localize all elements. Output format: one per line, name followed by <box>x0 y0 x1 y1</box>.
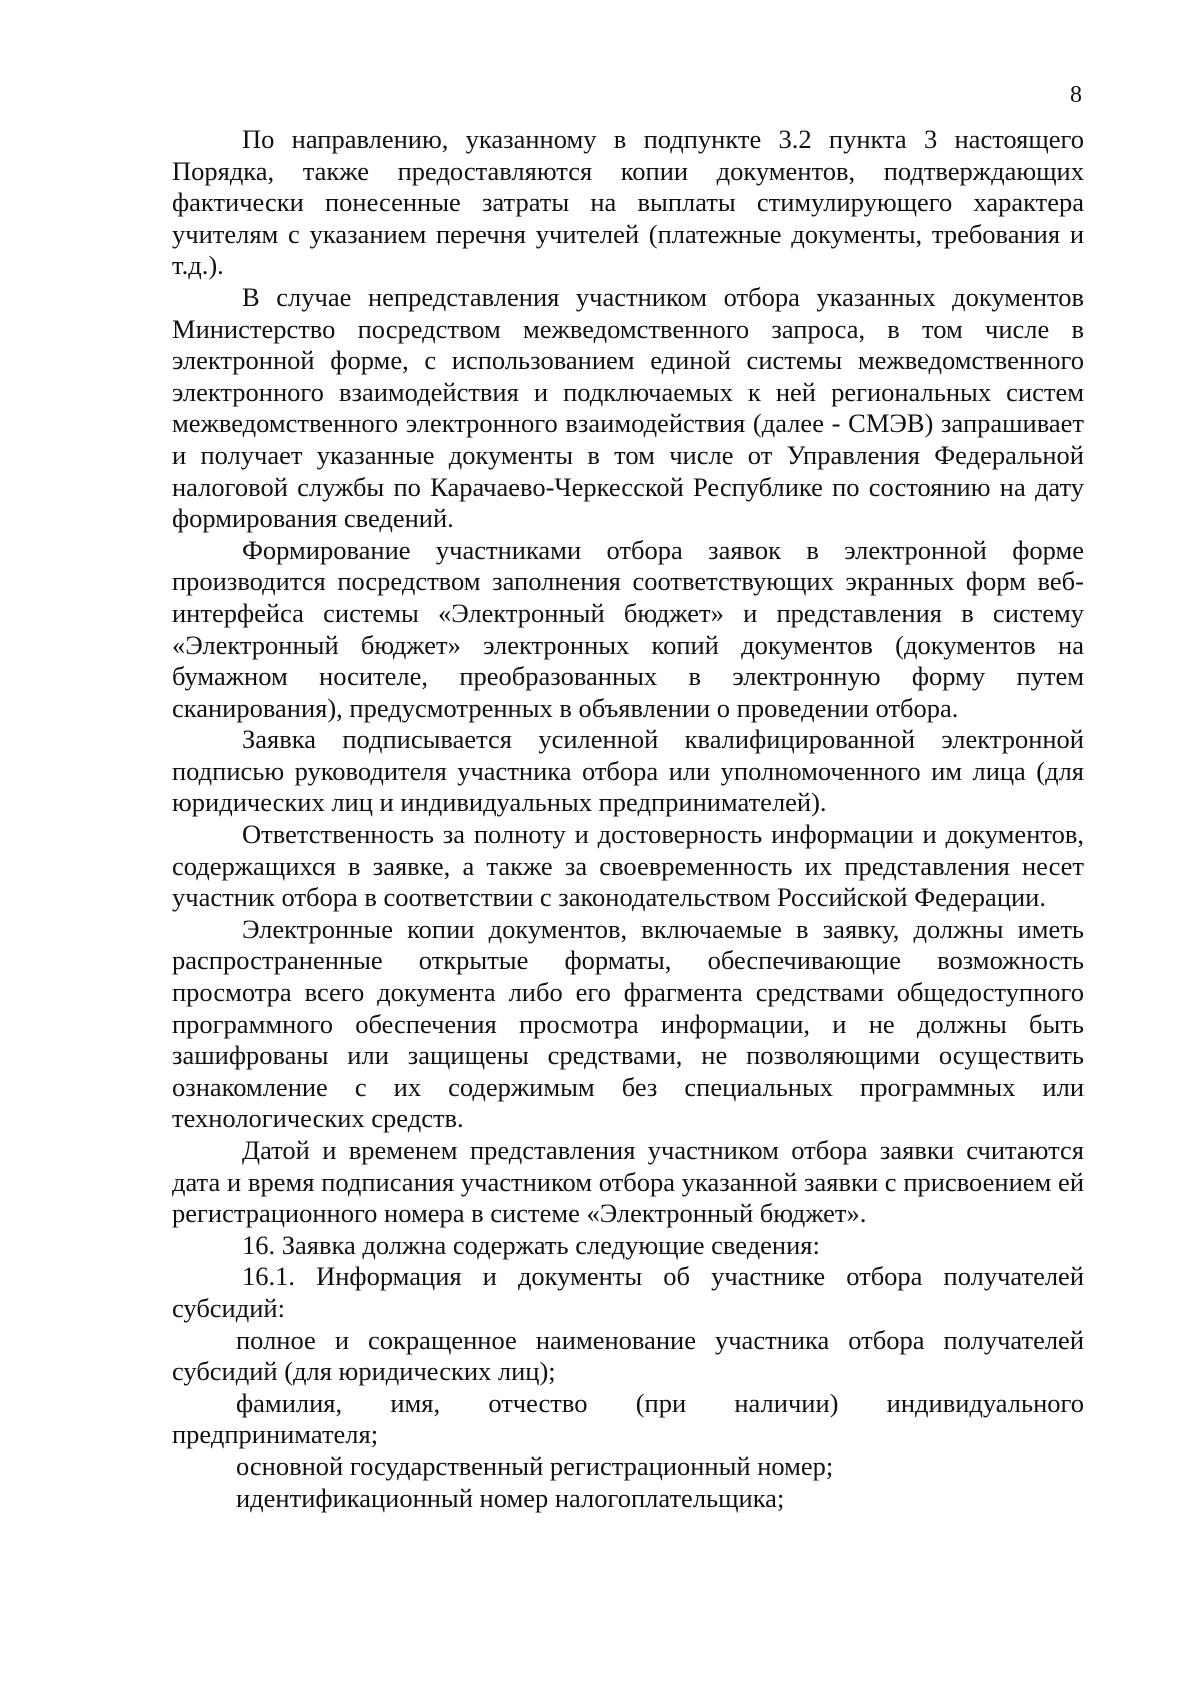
document-body <box>172 124 1084 1514</box>
page-number: 8 <box>1070 82 1082 108</box>
list-item: идентификационный номер налогоплательщика; <box>236 1482 785 1513</box>
paragraph: Электронные копии документов, включаемые в заявку, должны иметь распространенные открытые форматы, обеспечивающие возможность просмотра всего документа либо его фрагмента средствами общедоступного программного обеспечения просмотра информации, и не должны быть зашифрованы или защищены средствами, не позволяющими осуществить ознакомление с их содержимым без специальных программных или технологических средств. <box>172 913 1084 1134</box>
list-item: фамилия, имя, отчество (при наличии) индивидуального предпринимателя; <box>172 1387 1084 1450</box>
subsection-heading-16-1: 16.1. Информация и документы об участнике отбора получателей субсидий: <box>172 1261 1084 1323</box>
paragraph: Заявка подписывается усиленной квалифицированной электронной подписью руководителя участника отбора или уполномоченного им лица (для юридических лиц и индивидуальных предпринимателей). <box>172 724 1084 818</box>
paragraph: Датой и временем представления участником отбора заявки считаются дата и время подписания участником отбора указанной заявки с присвоением ей регистрационного номера в системе «Электронный бюджет». <box>172 1135 1084 1229</box>
list-item: полное и сокращенное наименование участника отбора получателей субсидий (для юридических лиц); <box>172 1324 1084 1387</box>
paragraph: По направлению, указанному в подпункте 3.2 пункта 3 настоящего Порядка, также предоставляются копии документов, подтверждающих фактически понесенные затраты на выплаты стимулирующего характера учителям с указанием перечня учителей (платежные документы, требования и т.д.). <box>172 124 1084 281</box>
paragraph: В случае непредставления участником отбора указанных документов Министерство посредством межведомственного запроса, в том числе в электронной форме, с использованием единой системы межведомственного электронного взаимодействия и подключаемых к ней региональных систем межведомственного электронного взаимодействия (далее - СМЭВ) запрашивает и получает указанные документы в том числе от Управления Федеральной налоговой службы по Карачаево-Черкесской Республике по состоянию на дату формирования сведений. <box>172 281 1084 534</box>
paragraph: Ответственность за полноту и достоверность информации и документов, содержащихся в заявке, а также за своевременность их представления несет участник отбора в соответствии с законодательством Российской Федерации. <box>172 819 1084 913</box>
section-heading-16: 16. Заявка должна содержать следующие сведения: <box>242 1229 820 1260</box>
paragraph: Формирование участниками отбора заявок в электронной форме производится посредством заполнения соответствующих экранных форм веб-интерфейса системы «Электронный бюджет» и представления в систему «Электронный бюджет» электронных копий документов (документов на бумажном носителе, преобразованных в электронную форму путем сканирования), предусмотренных в объявлении о проведении отбора. <box>172 534 1084 723</box>
list-item: основной государственный регистрационный номер; <box>236 1450 834 1481</box>
